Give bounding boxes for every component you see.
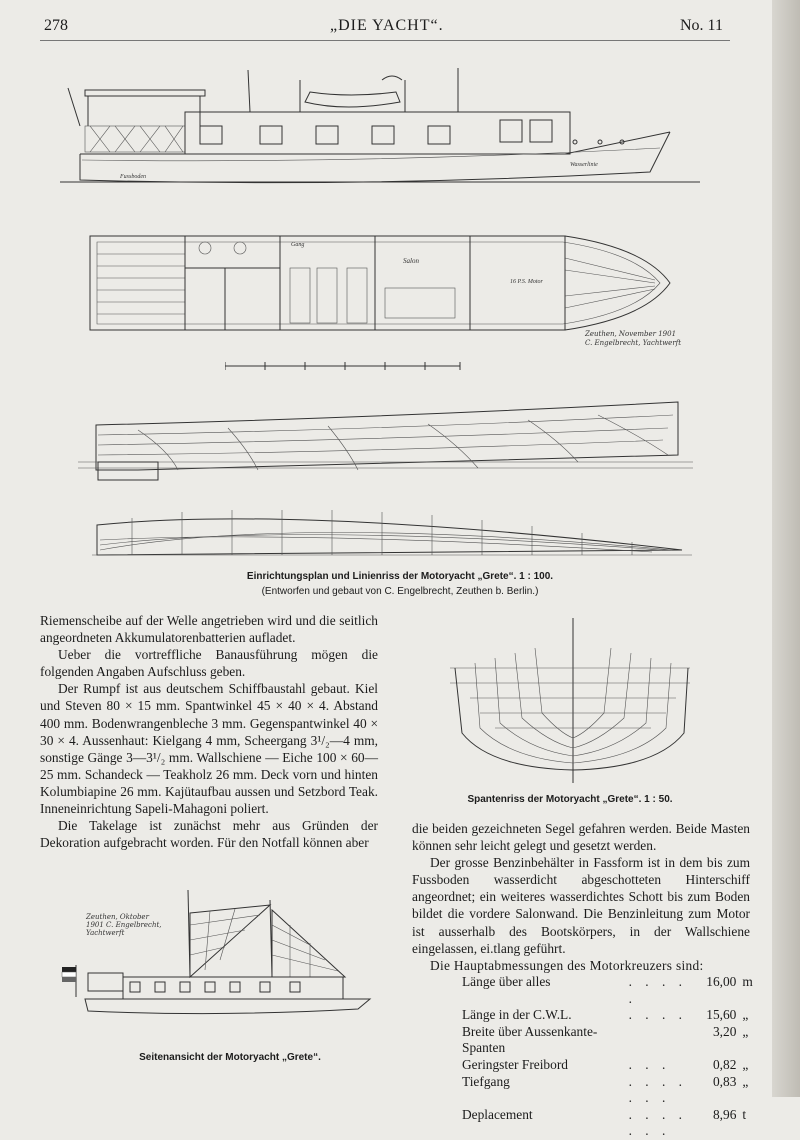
dimension-unit: „ bbox=[742, 1007, 749, 1023]
dimension-label: Breite über Aussenkante-Spanten bbox=[462, 1023, 598, 1056]
svg-text:Gang: Gang bbox=[291, 242, 305, 248]
frames-caption: Spantenriss der Motoryacht „Grete“. 1 : 50. bbox=[467, 794, 673, 805]
page-edge bbox=[772, 0, 800, 1097]
dimension-row bbox=[462, 974, 762, 1007]
dimension-unit: „ bbox=[742, 1073, 749, 1089]
dimension-unit: „ bbox=[742, 1056, 749, 1072]
dimension-unit: m bbox=[742, 974, 753, 989]
designer-signature: Zeuthen, November 1901 C. Engelbrecht, Yachtwerft bbox=[585, 330, 682, 347]
lines-plan-profile bbox=[78, 400, 693, 490]
journal-title: „DIE YACHT“. bbox=[330, 17, 444, 34]
dimension-label: Deplacement bbox=[462, 1106, 533, 1122]
dimension-value: 16,00 bbox=[706, 974, 737, 989]
dimension-row bbox=[462, 1107, 762, 1140]
side-view-caption: Seitenansicht der Motoryacht „Grete“. bbox=[139, 1052, 321, 1063]
dimension-value: 0,82 bbox=[712, 1056, 737, 1072]
dimension-dots: . . . . . bbox=[628, 974, 688, 1006]
dimension-unit: t bbox=[742, 1106, 747, 1122]
dimension-label: Länge über alles bbox=[462, 974, 551, 989]
dimension-value: 0,83 bbox=[712, 1073, 737, 1089]
right-paragraph-3: Die Hauptabmessungen des Motorkreuzers sind: bbox=[430, 957, 704, 973]
dimension-row bbox=[462, 1007, 762, 1024]
dimension-value: 15,60 bbox=[706, 1007, 737, 1023]
main-figure-caption: Einrichtungsplan und Linienriss der Motoryacht „Grete“. 1 : 100. bbox=[246, 571, 554, 582]
right-paragraph-2: Der grosse Benzinbehälter in Fassform ist in dem bis zum Fussboden wasserdicht abgeschotteten Hinterschiff angeordnet; ein weiteres wasserdichtes Schott bis zum Boden bildet die vordere Salonwand. Die Benzinleitung zum Motor ist ausserhalb des Bootskörpers, in der Wallschiene eingelassen, ei.tlang geführt. bbox=[412, 855, 750, 956]
right-column bbox=[412, 820, 750, 974]
dimension-label: Tiefgang bbox=[462, 1073, 510, 1089]
left-paragraph-1: Riemenscheibe auf der Welle angetrieben wird und die seitlich angeordneten Akkumulatorenbatterien aufladet. bbox=[40, 613, 378, 646]
dimension-dots bbox=[629, 1024, 688, 1057]
dimension-unit: „ bbox=[742, 1023, 749, 1039]
dimension-dots: . . . bbox=[628, 1056, 671, 1072]
dimension-row bbox=[462, 1057, 762, 1074]
left-column bbox=[40, 612, 378, 851]
side-view-signature: Zeuthen, Oktober 1901 C. Engelbrecht, Yachtwerft bbox=[86, 913, 162, 937]
dimension-dots: . . . . bbox=[628, 1007, 688, 1023]
dimension-value: 3,20 bbox=[712, 1023, 737, 1039]
header-rule bbox=[40, 40, 730, 41]
dimension-value: 8,96 bbox=[712, 1106, 737, 1122]
scale-bar bbox=[225, 360, 465, 372]
svg-text:Fussboden: Fussboden bbox=[120, 174, 146, 180]
lines-plan-waterlines bbox=[92, 500, 692, 562]
page-number: 278 bbox=[44, 17, 68, 34]
boat-elevation-drawing bbox=[60, 60, 700, 200]
dimension-label: Länge in der C.W.L. bbox=[462, 1007, 572, 1023]
svg-text:16 P.S. Motor: 16 P.S. Motor bbox=[510, 279, 543, 285]
right-paragraph-1: die beiden gezeichneten Segel gefahren werden. Beide Masten können sehr leicht gelegt und gesetzt werden. bbox=[412, 821, 750, 854]
dimensions-table bbox=[462, 974, 762, 1140]
deck-plan-drawing bbox=[85, 228, 675, 338]
dimension-dots: . . . . . . . bbox=[628, 1106, 688, 1139]
left-paragraph-2: Ueber die vortreffliche Banausführung mögen die folgenden Angaben Aufschluss geben. bbox=[40, 647, 378, 680]
left-paragraph-3: Der Rumpf ist aus deutschem Schiffbaustahl gebaut. Kiel und Steven 80 × 15 mm. Spantwinkel 45 × 40 × 4. Abstand 400 mm. Bodenwrangenbleche 3 mm. Gegenspantwinkel 40 × 30 × 4. Aussenhaut: Kielgang 4 mm, Scheergang 3¹/₂—4 mm, sonstige Gänge 3—3¹/₂ mm. Wallschiene — Eiche 100 × 60—25 mm. Schandeck — Teakholz 26 mm. Deck vorn und hinten Kolumbiapine 26 mm. Kajütaufbau aussen und Setzbord Teak. Inneneinrichtung Sapeli-Mahagoni poliert. bbox=[40, 681, 378, 817]
frames-body-plan bbox=[450, 618, 690, 788]
main-figure-subcaption: (Entworfen und gebaut von C. Engelbrecht, Zeuthen b. Berlin.) bbox=[261, 586, 539, 597]
svg-text:Wasserlinie: Wasserlinie bbox=[570, 162, 598, 168]
dimension-row bbox=[462, 1024, 762, 1057]
dimension-label: Geringster Freibord bbox=[462, 1056, 568, 1072]
svg-text:Salon: Salon bbox=[403, 257, 419, 265]
side-view-drawing bbox=[40, 885, 375, 1045]
issue-number: No. 11 bbox=[680, 17, 723, 34]
dimension-row bbox=[462, 1074, 762, 1107]
left-paragraph-4: Die Takelage ist zunächst mehr aus Gründen der Dekoration aufgebracht worden. Für den Notfall können aber bbox=[40, 818, 378, 851]
dimension-dots: . . . . . . . bbox=[628, 1073, 688, 1106]
